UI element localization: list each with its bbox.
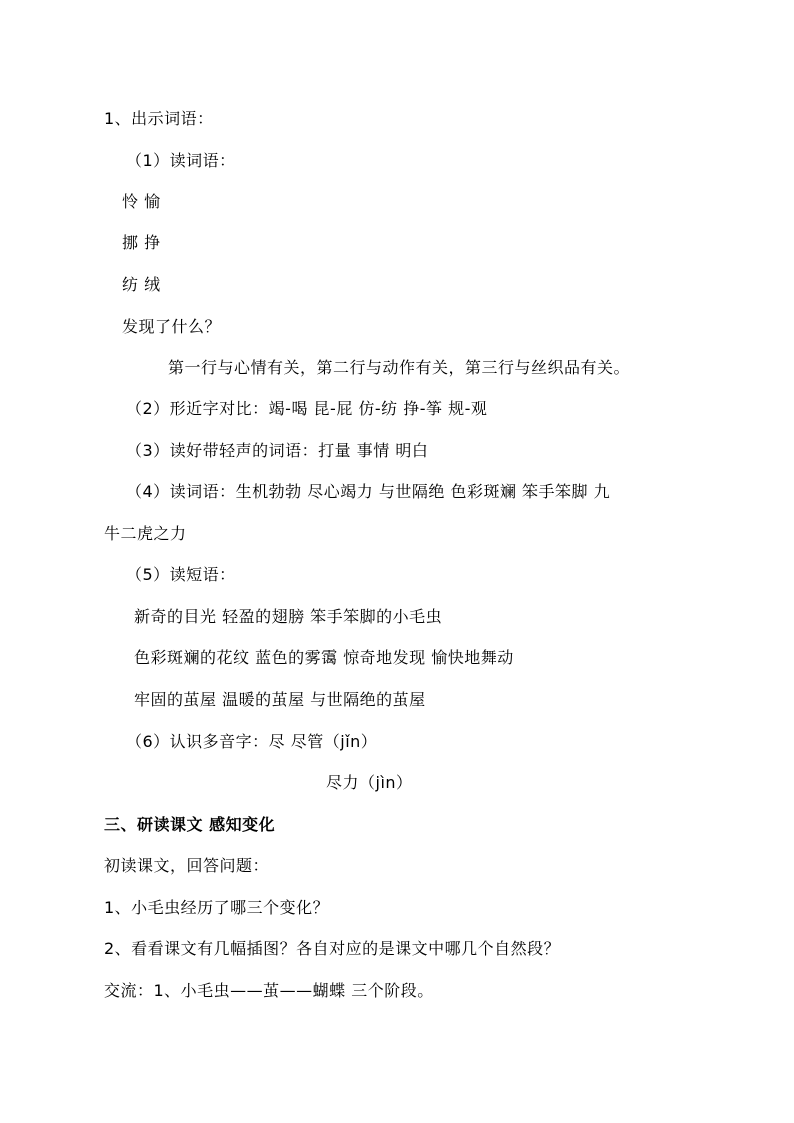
text-line: 挪 挣 bbox=[122, 233, 161, 252]
text-line: 1、小毛虫经历了哪三个变化？ bbox=[104, 898, 330, 917]
text-line: 第一行与心情有关，第二行与动作有关，第三行与丝织品有关。 bbox=[168, 358, 631, 377]
text-line: 色彩斑斓的花纹 蓝色的雾霭 惊奇地发现 愉快地舞动 bbox=[134, 648, 514, 667]
text-line: （5）读短语： bbox=[126, 565, 236, 584]
text-line: 交流：1、小毛虫——茧——蝴蝶 三个阶段。 bbox=[104, 981, 434, 1000]
text-line: （3）读好带轻声的词语：打量 事情 明白 bbox=[126, 441, 429, 460]
text-line: 新奇的目光 轻盈的翅膀 笨手笨脚的小毛虫 bbox=[134, 607, 443, 626]
text-line: 牢固的茧屋 温暖的茧屋 与世隔绝的茧屋 bbox=[134, 690, 426, 709]
text-line: 1、出示词语： bbox=[104, 109, 214, 128]
text-line: 初读课文，回答问题： bbox=[104, 856, 270, 875]
text-line: 发现了什么？ bbox=[122, 317, 222, 336]
text-line: 尽力（jìn） bbox=[326, 773, 413, 792]
text-line: （1）读词语： bbox=[126, 151, 236, 170]
text-line: 2、看看课文有几幅插图？各自对应的是课文中哪几个自然段？ bbox=[104, 939, 561, 958]
text-line: 牛二虎之力 bbox=[104, 524, 187, 543]
text-line: （2）形近字对比：竭-喝 昆-屁 仿-纺 挣-筝 规-观 bbox=[126, 399, 488, 418]
text-line: 纺 绒 bbox=[122, 275, 161, 294]
section-heading: 三、研读课文 感知变化 bbox=[104, 815, 276, 834]
text-line: （6）认识多音字：尽 尽管（jǐn） bbox=[126, 732, 378, 751]
text-line: 怜 愉 bbox=[122, 192, 161, 211]
text-line: （4）读词语：生机勃勃 尽心竭力 与世隔绝 色彩斑斓 笨手笨脚 九 bbox=[126, 482, 611, 501]
